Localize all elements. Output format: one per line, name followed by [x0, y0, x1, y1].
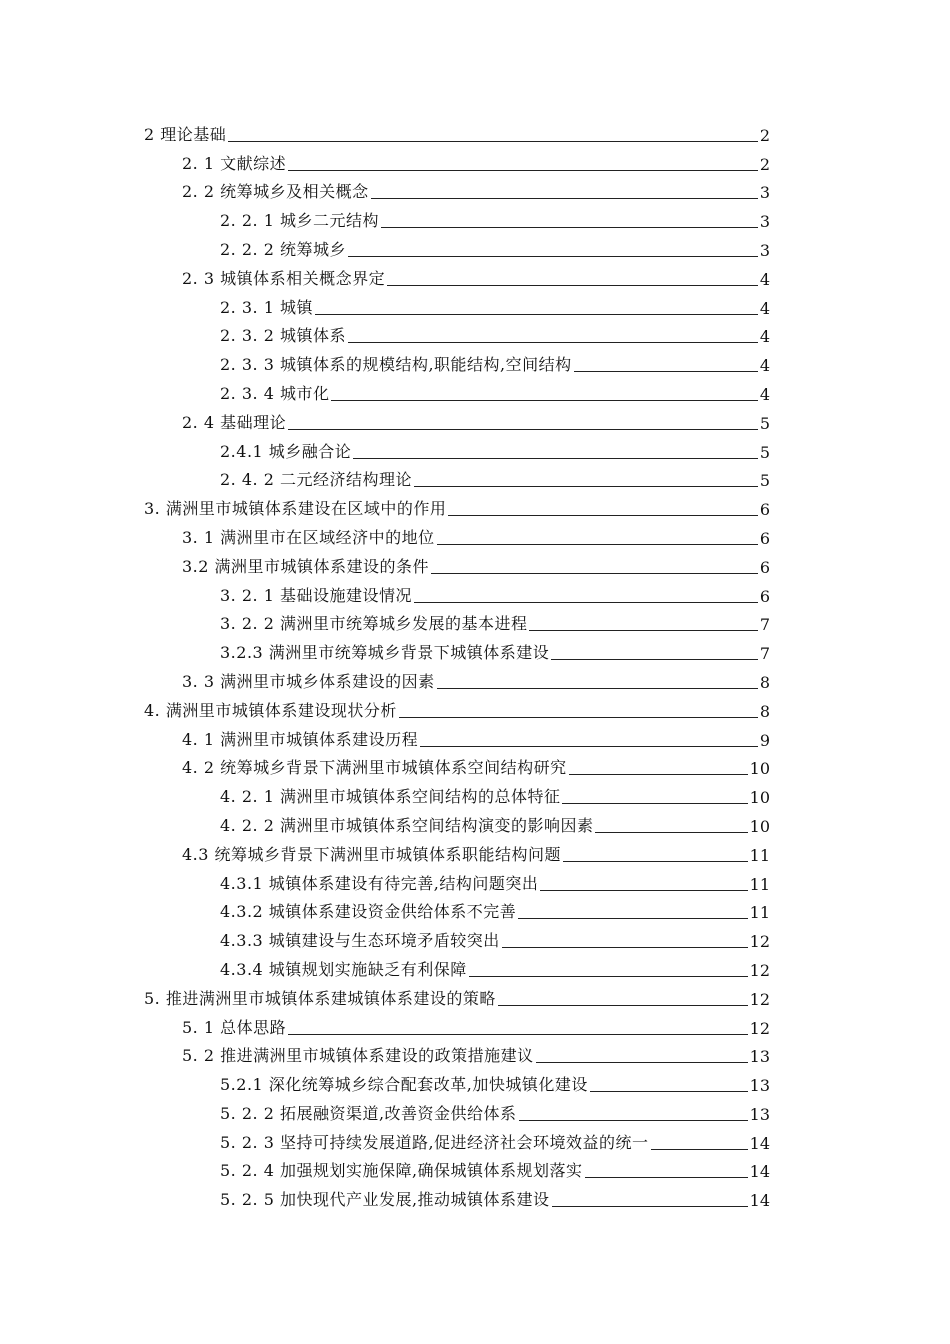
toc-leader-line [569, 773, 748, 775]
toc-entry-page-number: 5 [759, 442, 770, 462]
toc-entry-title: 3.2.3 满洲里市统筹城乡背景下城镇体系建设 [220, 643, 550, 663]
toc-entry-title: 4.3.4 城镇规划实施缺乏有利保障 [220, 959, 467, 979]
toc-leader-line [288, 169, 758, 171]
toc-entry[interactable] [0, 465, 950, 494]
toc-entry[interactable] [0, 493, 950, 522]
toc-entry-title: 2.4.1 城乡融合论 [220, 441, 352, 461]
toc-entry-page-number: 7 [759, 644, 770, 664]
toc-entry-page-number: 8 [759, 672, 770, 692]
toc-leader-line [315, 313, 758, 315]
toc-entry-page-number: 12 [749, 989, 770, 1009]
toc-entry[interactable] [0, 148, 950, 177]
toc-entry-page-number: 9 [759, 730, 770, 750]
toc-entry-page-number: 14 [749, 1191, 770, 1211]
toc-entry-title: 3. 3 满洲里市城乡体系建设的因素 [182, 671, 435, 691]
toc-leader-line [518, 917, 747, 919]
toc-entry-page-number: 13 [749, 1047, 770, 1067]
toc-entry-page-number: 14 [749, 1133, 770, 1153]
toc-entry-page-number: 5 [759, 413, 770, 433]
toc-entry[interactable] [0, 292, 950, 321]
toc-entry-page-number: 7 [759, 615, 770, 635]
toc-leader-line [519, 1119, 748, 1121]
toc-entry[interactable] [0, 263, 950, 292]
toc-entry[interactable] [0, 1098, 950, 1127]
toc-entry-page-number: 4 [759, 327, 770, 347]
toc-entry-title: 3. 2. 1 基础设施建设情况 [220, 585, 412, 605]
toc-entry[interactable] [0, 177, 950, 206]
toc-entry[interactable] [0, 436, 950, 465]
toc-entry[interactable] [0, 234, 950, 263]
toc-entry-page-number: 12 [749, 1018, 770, 1038]
toc-entry-page-number: 4 [759, 356, 770, 376]
toc-entry-title: 4.3 统筹城乡背景下满洲里市城镇体系职能结构问题 [182, 844, 562, 864]
toc-entry-title: 5. 1 总体思路 [182, 1017, 287, 1037]
toc-entry-title: 5.2.1 深化统筹城乡综合配套改革,加快城镇化建设 [220, 1075, 588, 1095]
toc-leader-line [540, 889, 747, 891]
toc-leader-line [651, 1148, 748, 1150]
toc-leader-line [562, 802, 747, 804]
toc-entry-title: 2. 2. 1 城乡二元结构 [220, 211, 379, 231]
toc-entry-title: 2. 3. 4 城市化 [220, 383, 330, 403]
toc-entry-title: 2. 2 统筹城乡及相关概念 [182, 182, 369, 202]
toc-entry[interactable] [0, 1069, 950, 1098]
toc-leader-line [371, 197, 758, 199]
toc-entry-page-number: 12 [749, 960, 770, 980]
toc-entry-title: 2. 2. 2 统筹城乡 [220, 239, 346, 259]
toc-entry-title: 4. 2. 1 满洲里市城镇体系空间结构的总体特征 [220, 787, 561, 807]
toc-entry-title: 5. 2. 4 加强规划实施保障,确保城镇体系规划落实 [220, 1161, 583, 1181]
toc-entry-page-number: 12 [749, 932, 770, 952]
toc-entry-page-number: 11 [749, 903, 770, 923]
toc-entry[interactable] [0, 378, 950, 407]
toc-entry[interactable] [0, 1012, 950, 1041]
toc-entry[interactable] [0, 810, 950, 839]
toc-leader-line [590, 1090, 748, 1092]
toc-entry[interactable] [0, 1127, 950, 1156]
toc-entry-title: 4. 1 满洲里市城镇体系建设历程 [182, 729, 419, 749]
toc-entry[interactable] [0, 609, 950, 638]
toc-leader-line [536, 1061, 748, 1063]
toc-entry[interactable] [0, 868, 950, 897]
toc-entry[interactable] [0, 897, 950, 926]
toc-leader-line [469, 975, 748, 977]
toc-entry[interactable] [0, 695, 950, 724]
toc-entry-title: 3. 2. 2 满洲里市统筹城乡发展的基本进程 [220, 614, 528, 634]
toc-entry-title: 4. 满洲里市城镇体系建设现状分析 [144, 700, 397, 720]
toc-entry-title: 4. 2 统筹城乡背景下满洲里市城镇体系空间结构研究 [182, 758, 567, 778]
toc-entry[interactable] [0, 1041, 950, 1070]
toc-entry-title: 3. 满洲里市城镇体系建设在区域中的作用 [144, 499, 447, 519]
toc-entry[interactable] [0, 983, 950, 1012]
toc-leader-line [348, 341, 758, 343]
toc-entry-title: 4.3.3 城镇建设与生态环境矛盾较突出 [220, 931, 500, 951]
toc-entry-page-number: 13 [749, 1076, 770, 1096]
toc-entry-page-number: 13 [749, 1104, 770, 1124]
toc-entry-title: 5. 2. 2 拓展融资渠道,改善资金供给体系 [220, 1103, 517, 1123]
toc-entry-page-number: 3 [759, 183, 770, 203]
toc-entry-page-number: 5 [759, 471, 770, 491]
toc-entry-title: 3. 1 满洲里市在区域经济中的地位 [182, 527, 435, 547]
toc-leader-line [551, 658, 758, 660]
toc-entry-page-number: 8 [759, 701, 770, 721]
toc-entry-title: 4.3.2 城镇体系建设资金供给体系不完善 [220, 902, 517, 922]
toc-entry[interactable] [0, 1156, 950, 1185]
toc-entry-title: 5. 2. 5 加快现代产业发展,推动城镇体系建设 [220, 1190, 550, 1210]
toc-leader-line [331, 399, 757, 401]
toc-entry-title: 4.3.1 城镇体系建设有待完善,结构问题突出 [220, 873, 539, 893]
toc-entry-title: 2. 4 基础理论 [182, 412, 287, 432]
toc-entry-page-number: 2 [759, 154, 770, 174]
toc-entry-title: 2. 3 城镇体系相关概念界定 [182, 268, 386, 288]
toc-leader-line [585, 1176, 748, 1178]
toc-leader-line [288, 428, 758, 430]
toc-entry-title: 2. 3. 1 城镇 [220, 297, 313, 317]
toc-entry-page-number: 10 [749, 788, 770, 808]
toc-leader-line [448, 514, 757, 516]
toc-entry-page-number: 3 [759, 212, 770, 232]
toc-entry[interactable] [0, 753, 950, 782]
toc-entry-title: 5. 2. 3 坚持可持续发展道路,促进经济社会环境效益的统一 [220, 1132, 649, 1152]
toc-entry[interactable] [0, 522, 950, 551]
toc-leader-line [529, 629, 757, 631]
toc-entry[interactable] [0, 839, 950, 868]
toc-entry-page-number: 6 [759, 528, 770, 548]
toc-entry-title: 5. 推进满洲里市城镇体系建城镇体系建设的策略 [144, 988, 496, 1008]
toc-entry-title: 2 理论基础 [144, 124, 227, 144]
toc-entry-page-number: 10 [749, 759, 770, 779]
toc-entry-page-number: 3 [759, 240, 770, 260]
toc-entry[interactable] [0, 781, 950, 810]
toc-entry-page-number: 11 [749, 845, 770, 865]
toc-leader-line [431, 572, 758, 574]
toc-entry[interactable] [0, 349, 950, 378]
toc-leader-line [414, 485, 758, 487]
toc-entry-page-number: 14 [749, 1162, 770, 1182]
toc-entry[interactable] [0, 580, 950, 609]
toc-leader-line [563, 860, 748, 862]
toc-entry-page-number: 11 [749, 874, 770, 894]
toc-leader-line [595, 831, 747, 833]
toc-leader-line [353, 457, 758, 459]
toc-leader-line [552, 1205, 748, 1207]
toc-entry-title: 2. 1 文献综述 [182, 153, 287, 173]
toc-entry[interactable] [0, 724, 950, 753]
toc-leader-line [437, 687, 758, 689]
toc-entry-title: 2. 3. 2 城镇体系 [220, 326, 346, 346]
toc-entry-page-number: 6 [759, 557, 770, 577]
toc-entry-page-number: 4 [759, 384, 770, 404]
toc-entry[interactable] [0, 551, 950, 580]
toc-leader-line [288, 1033, 748, 1035]
toc-entry-page-number: 4 [759, 269, 770, 289]
toc-entry[interactable] [0, 119, 950, 148]
toc-entry[interactable] [0, 1184, 950, 1213]
toc-leader-line [437, 543, 758, 545]
toc-entry[interactable] [0, 321, 950, 350]
toc-leader-line [574, 370, 758, 372]
toc-entry[interactable] [0, 637, 950, 666]
toc-entry-title: 2. 3. 3 城镇体系的规模结构,职能结构,空间结构 [220, 355, 572, 375]
toc-entry-title: 3.2 满洲里市城镇体系建设的条件 [182, 556, 430, 576]
toc-entry-page-number: 2 [759, 125, 770, 145]
toc-leader-line [381, 226, 758, 228]
toc-entry-title: 4. 2. 2 满洲里市城镇体系空间结构演变的影响因素 [220, 815, 594, 835]
toc-entry-title: 2. 4. 2 二元经济结构理论 [220, 470, 412, 490]
toc-entry-title: 5. 2 推进满洲里市城镇体系建设的政策措施建议 [182, 1046, 534, 1066]
toc-leader-line [502, 946, 748, 948]
toc-leader-line [420, 745, 758, 747]
toc-leader-line [228, 140, 758, 142]
toc-entry-page-number: 6 [759, 500, 770, 520]
toc-leader-line [387, 284, 758, 286]
toc-entry[interactable] [0, 205, 950, 234]
toc-entry-page-number: 4 [759, 298, 770, 318]
toc-leader-line [498, 1004, 748, 1006]
table-of-contents [0, 119, 950, 1213]
toc-leader-line [414, 601, 758, 603]
toc-entry-page-number: 6 [759, 586, 770, 606]
toc-entry[interactable] [0, 666, 950, 695]
toc-leader-line [348, 255, 758, 257]
toc-entry[interactable] [0, 407, 950, 436]
toc-entry-page-number: 10 [749, 816, 770, 836]
toc-leader-line [399, 716, 758, 718]
toc-entry[interactable] [0, 925, 950, 954]
toc-entry[interactable] [0, 954, 950, 983]
